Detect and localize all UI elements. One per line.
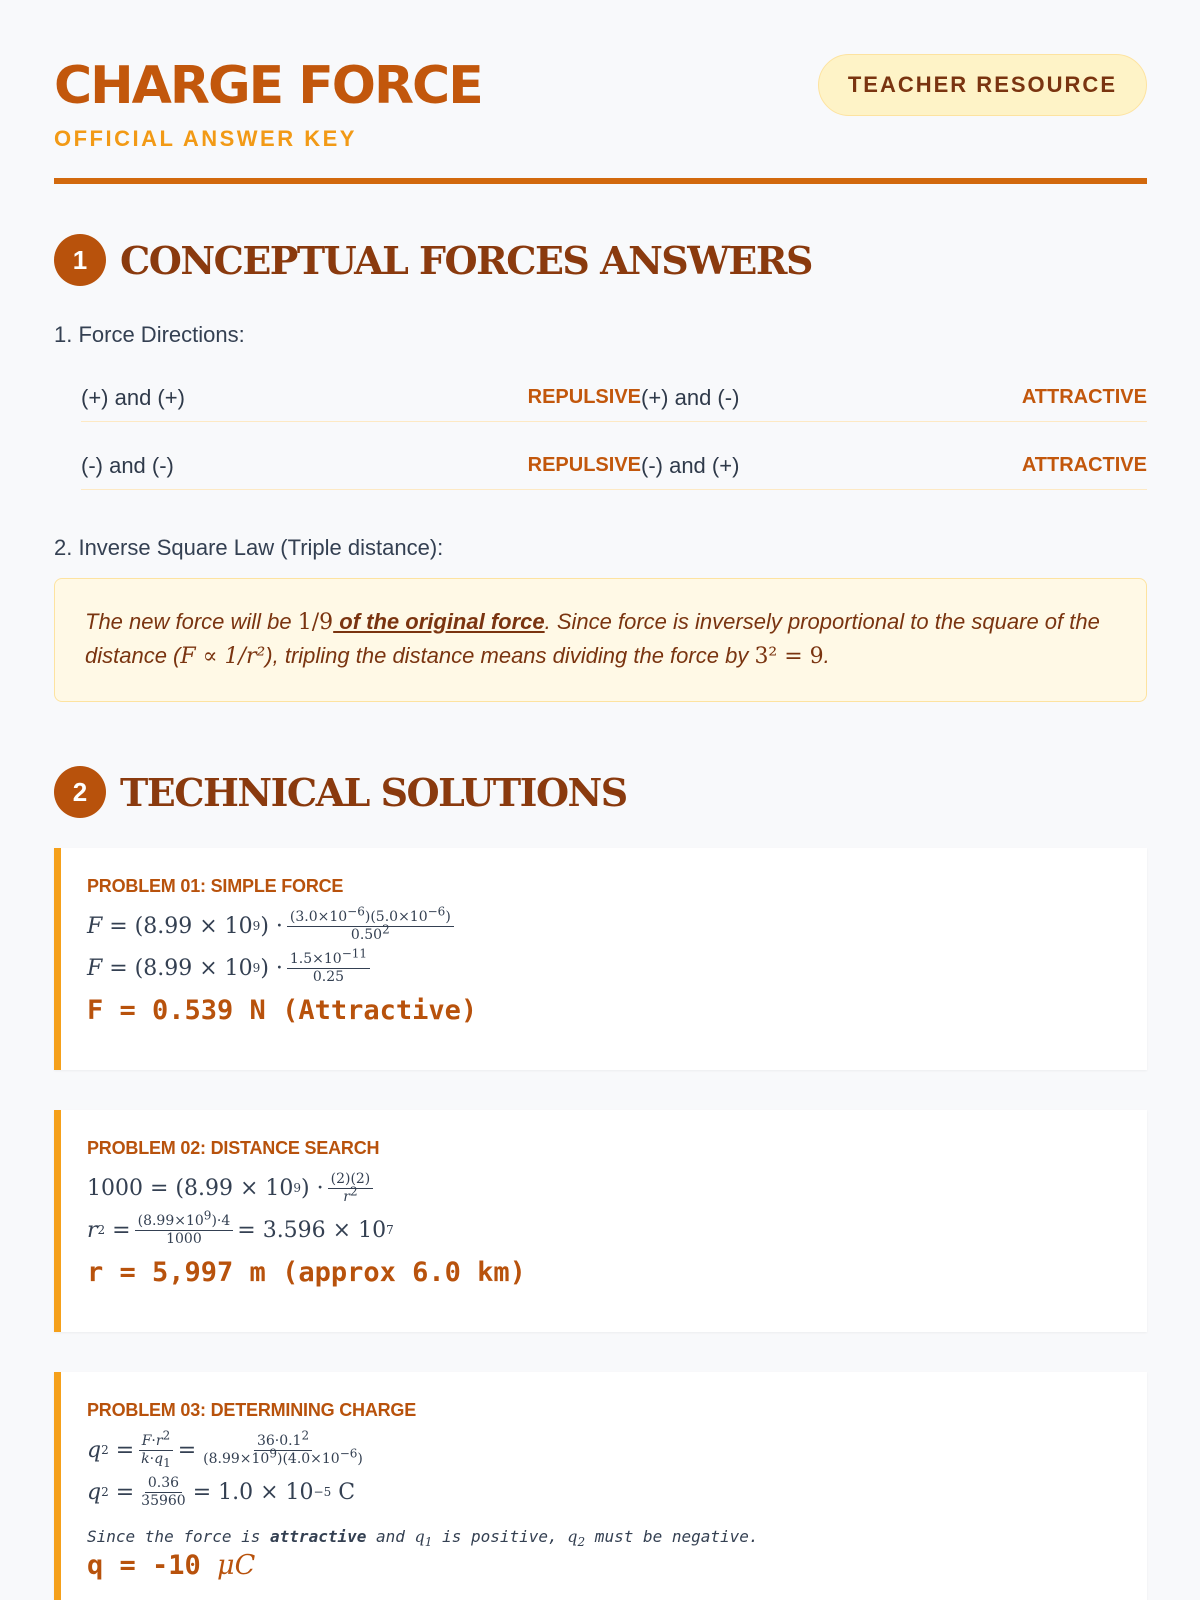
equation-line: 1000 = (8.99 × 10 9 ) · $\frac{(2)(2)}{r^2}$ [87,1167,1147,1209]
teacher-resource-badge: TEACHER RESOURCE [818,54,1147,116]
charge-pair: (-) and (+) [641,452,740,478]
note-text: is positive, [432,1527,568,1546]
problem-card [54,1372,1147,1600]
callout-text: The new force will be [85,609,298,634]
equation-line: q 2 = $\frac{0.36}{35960}$ = 1.0 × 10 −5 C [87,1474,356,1509]
direction-row [641,442,1147,490]
section-2-heading [54,766,627,818]
force-result: REPULSIVE [527,386,641,408]
callout-emphasis: of the original force [333,609,545,634]
question-1-label: 1. Force Directions: [54,322,245,347]
direction-row [81,374,641,422]
section-2-number-badge: 2 [54,766,106,818]
page-title: CHARGE FORCE [54,56,482,116]
callout-math: 3² = 9 [754,644,824,669]
problem-card [54,848,1147,1070]
note-text: Since the force is [87,1527,271,1546]
section-1-title: CONCEPTUAL FORCES ANSWERS [120,237,812,283]
callout-text: ), tripling the distance means dividing the force by [265,643,755,668]
unit-micro-coulomb: μC [217,1550,256,1581]
note-emphasis: attractive [270,1527,367,1546]
problem-card [54,1110,1147,1332]
direction-row [81,442,641,490]
charge-pair: (+) and (-) [641,384,740,410]
section-2-title: TECHNICAL SOLUTIONS [120,769,627,815]
charge-pair: (-) and (-) [81,452,174,478]
equation-line: q 2 = $\frac{F\cdot r^2}{k\cdot q_1}$ = $\frac{36\cdot 0.1^2}{(8.99\times 10^9)(4.0\times 10^{-6})}$ [87,1427,363,1470]
callout-text: . [823,643,830,668]
problem-title: PROBLEM 02: DISTANCE SEARCH [87,1138,380,1158]
header-divider [54,178,1147,184]
section-1-heading [54,234,812,286]
note-text: and [366,1527,415,1546]
note-text: must be negative. [585,1527,759,1546]
force-result: REPULSIVE [527,454,641,476]
charge-pair: (+) and (+) [81,384,185,410]
problem-title: PROBLEM 01: SIMPLE FORCE [87,876,344,896]
force-result: ATTRACTIVE [1021,454,1147,476]
note-math-q2: $q_2$ [567,1527,586,1550]
final-answer: r = 5,997 m (approx 6.0 km) [87,1257,526,1288]
equation-line: F = (8.99 × 10 9 ) · $\frac{(3.0\times 10^{-6})(5.0\times 10^{-6})}{0.50^2}$ [87,905,1147,947]
answer-key-page [54,0,1147,1581]
final-answer: F = 0.539 N (Attractive) [87,995,478,1026]
page-subtitle: OFFICIAL ANSWER KEY [54,126,357,151]
note-math-q1: $q_1$ [414,1527,433,1550]
inverse-square-answer-callout [54,578,1147,702]
callout-math: F ∝ 1/r² [180,644,266,669]
sign-explanation-note [87,1527,1147,1550]
callout-math: 1/9 [297,610,334,635]
equation-line: F = (8.99 × 10 9 ) · $\frac{1.5\times 10^{-11}}{0.25}$ [87,947,1147,989]
equation-line: r 2 = $\frac{(8.99\times 10^9)\cdot 4}{1000}$ = 3.596 × 10 7 [87,1207,394,1247]
page-header [54,0,1147,184]
callout-text: . Since force is inversely proportional to the square of the distance ( [85,609,1100,668]
question-2-label: 2. Inverse Square Law (Triple distance): [54,535,444,560]
section-1-number-badge: 1 [54,234,106,286]
final-answer-value: q = -10 [87,1550,218,1581]
problem-title: PROBLEM 03: DETERMINING CHARGE [87,1400,417,1420]
direction-row [641,374,1147,422]
final-answer [87,1550,1147,1581]
force-result: ATTRACTIVE [1021,386,1147,408]
